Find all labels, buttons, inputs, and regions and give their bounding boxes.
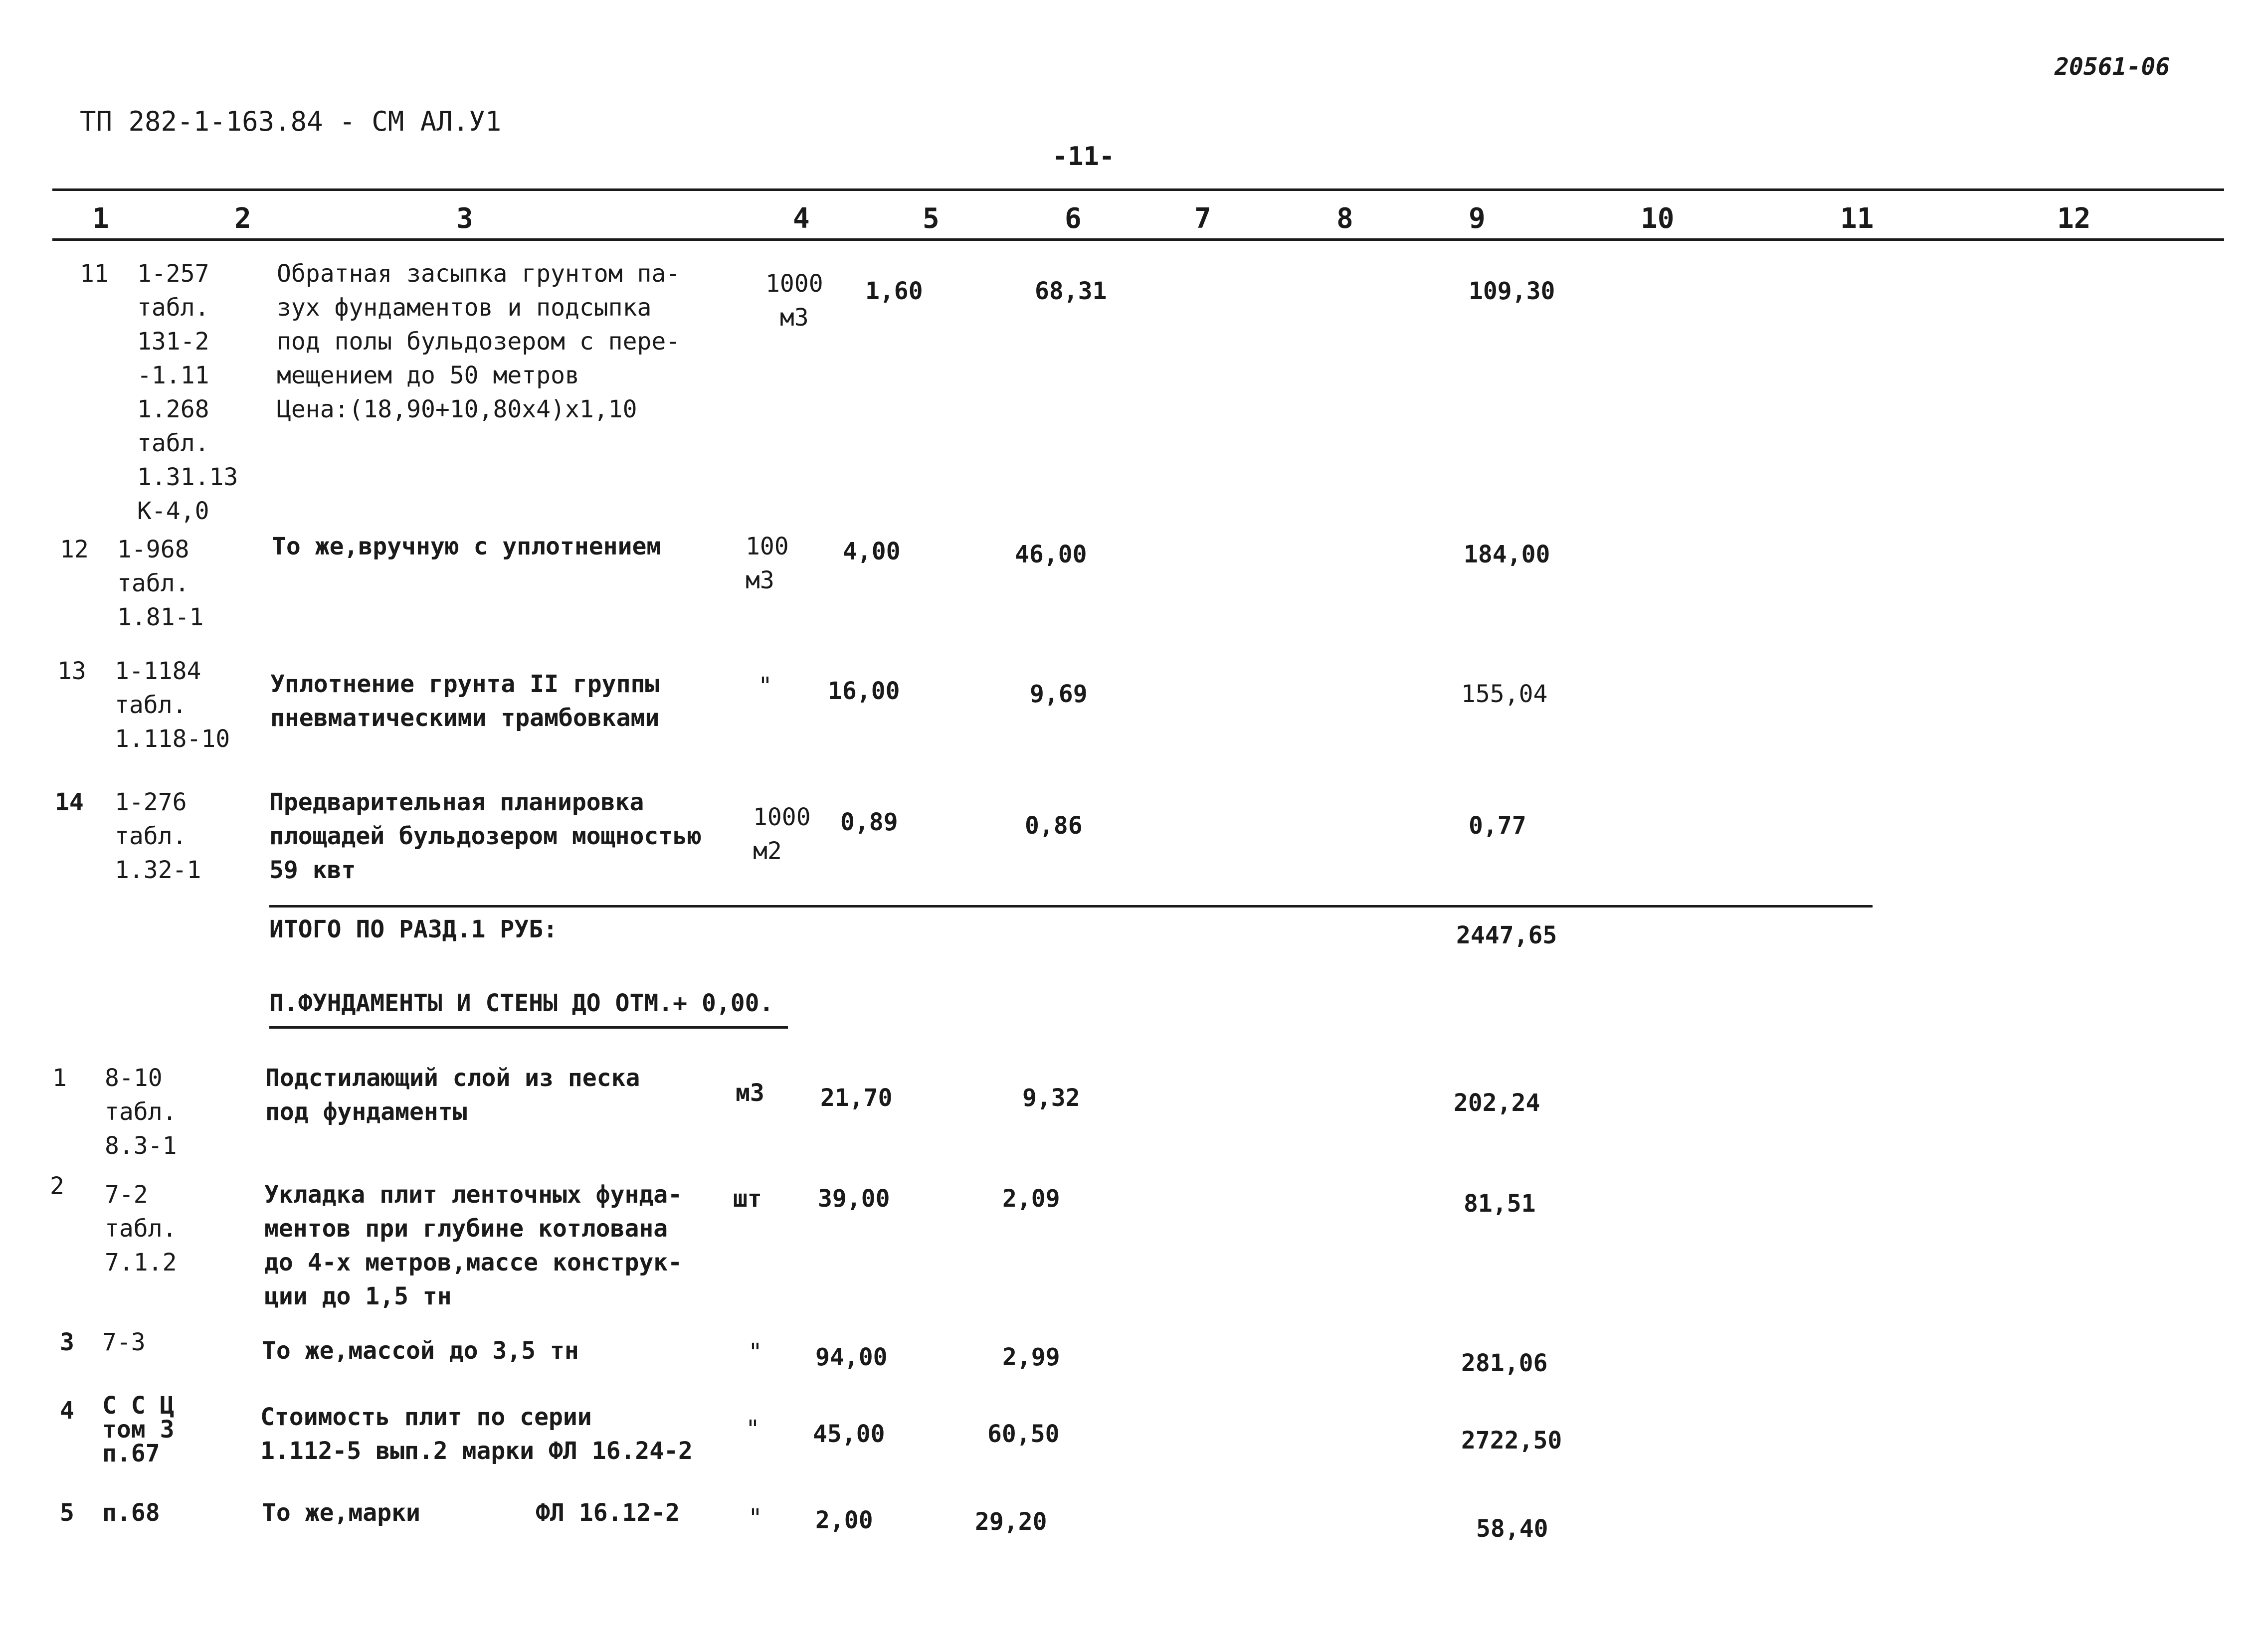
column-number: 2	[234, 202, 251, 235]
work-description: Предварительная планировка площадей бульдозером мощностью 59 квт	[269, 788, 702, 884]
quantity: 4,00	[843, 538, 901, 565]
column-number: 1	[92, 202, 109, 235]
subtotal-value: 2447,65	[1456, 921, 1557, 949]
norm-code: п.68	[102, 1499, 160, 1527]
quantity: 1,60	[865, 277, 923, 305]
unit: шт	[733, 1185, 762, 1213]
column-number: 11	[1840, 202, 1874, 235]
unit-price: 46,00	[1015, 541, 1087, 568]
work-description: Стоимость плит по серии 1.112-5 вып.2 марки ФЛ 16.24-2	[260, 1403, 693, 1465]
quantity: 16,00	[828, 677, 900, 705]
norm-code: 8-10 табл. 8.3-1	[105, 1064, 177, 1160]
total-cost: 109,30	[1469, 277, 1555, 305]
unit-price: 68,31	[1035, 277, 1107, 305]
column-number: 8	[1336, 202, 1353, 235]
norm-code: 1-968 табл. 1.81-1	[117, 536, 204, 631]
work-description: То же,марки ФЛ 16.12-2	[262, 1499, 680, 1527]
section-title: П.ФУНДАМЕНТЫ И СТЕНЫ ДО ОТМ.+ 0,00.	[269, 989, 774, 1017]
column-number: 10	[1641, 202, 1675, 235]
total-cost: 0,77	[1469, 812, 1526, 840]
page-number: -11-	[1052, 142, 1115, 172]
work-description: То же,вручную с уплотнением	[272, 533, 661, 560]
row-number: 1	[52, 1064, 67, 1092]
quantity: 39,00	[818, 1185, 890, 1213]
norm-code: 1-257 табл. 131-2 -1.11 1.268 табл. 1.31.13 К-4,0	[137, 260, 238, 525]
column-number: 7	[1194, 202, 1211, 235]
work-description: Подстилающий слой из песка под фундаменты	[265, 1064, 640, 1126]
work-description: Уплотнение грунта II группы пневматическими трамбовками	[270, 670, 660, 732]
document-code: ТП 282-1-163.84 - СМ АЛ.У1	[80, 106, 502, 137]
archive-number: 20561-06	[2055, 53, 2170, 81]
row-number: 5	[60, 1499, 74, 1527]
unit: 1000 м2	[753, 803, 811, 865]
norm-code: С С Ц том 3 п.67	[102, 1392, 175, 1467]
unit: м3	[736, 1079, 764, 1107]
column-number: 3	[456, 202, 473, 235]
unit: "	[748, 1504, 762, 1532]
unit-price: 2,99	[1002, 1343, 1060, 1371]
column-number: 5	[923, 202, 940, 235]
unit: 1000 м3	[765, 270, 823, 332]
unit-price: 2,09	[1002, 1185, 1060, 1213]
work-description: Обратная засыпка грунтом па- зух фундаментов и подсыпка под полы бульдозером с пере- мещением до 50 метров Цена:(18,90+10,80х4)х1,10	[277, 260, 681, 423]
quantity: 2,00	[815, 1506, 873, 1534]
unit-price: 9,69	[1030, 680, 1088, 708]
total-cost: 2722,50	[1461, 1427, 1562, 1455]
unit-price: 29,20	[975, 1508, 1047, 1536]
row-number: 2	[50, 1172, 64, 1200]
norm-code: 7-3	[102, 1328, 146, 1356]
total-cost: 202,24	[1454, 1089, 1540, 1117]
row-number: 3	[60, 1328, 74, 1356]
work-description: Укладка плит ленточных фунда- ментов при глубине котлована до 4-х метров,массе конструк- ции до 1,5 тн	[264, 1181, 683, 1310]
total-cost: 281,06	[1461, 1349, 1548, 1377]
total-cost: 155,04	[1461, 680, 1548, 708]
unit-price: 0,86	[1025, 812, 1083, 840]
total-cost: 81,51	[1464, 1190, 1536, 1218]
row-number: 13	[57, 657, 86, 685]
total-cost: 184,00	[1464, 541, 1550, 568]
unit: 100 м3	[746, 533, 789, 594]
row-number: 12	[60, 536, 89, 563]
section-title-underline	[269, 1026, 788, 1029]
unit-price: 60,50	[987, 1420, 1060, 1448]
column-number: 9	[1469, 202, 1486, 235]
row-number: 4	[60, 1397, 74, 1425]
quantity: 21,70	[820, 1084, 893, 1112]
table-top-rule	[52, 188, 2224, 191]
work-description: То же,массой до 3,5 тн	[262, 1337, 579, 1365]
unit: "	[758, 672, 772, 700]
subtotal-label: ИТОГО ПО РАЗД.1 РУБ:	[269, 915, 558, 943]
quantity: 45,00	[813, 1420, 885, 1448]
column-number: 6	[1065, 202, 1082, 235]
column-header-rule	[52, 238, 2224, 241]
row-number: 14	[55, 788, 84, 816]
subtotal-rule	[269, 905, 1873, 908]
norm-code: 1-1184 табл. 1.118-10	[115, 657, 230, 753]
unit-price: 9,32	[1022, 1084, 1080, 1112]
unit: "	[748, 1338, 762, 1366]
row-number: 11	[80, 260, 109, 288]
column-number: 4	[793, 202, 810, 235]
column-number: 12	[2057, 202, 2091, 235]
norm-code: 1-276 табл. 1.32-1	[115, 788, 201, 884]
total-cost: 58,40	[1476, 1515, 1548, 1543]
norm-code: 7-2 табл. 7.1.2	[105, 1181, 177, 1276]
unit: "	[746, 1415, 760, 1443]
quantity: 94,00	[815, 1343, 888, 1371]
quantity: 0,89	[840, 808, 898, 836]
